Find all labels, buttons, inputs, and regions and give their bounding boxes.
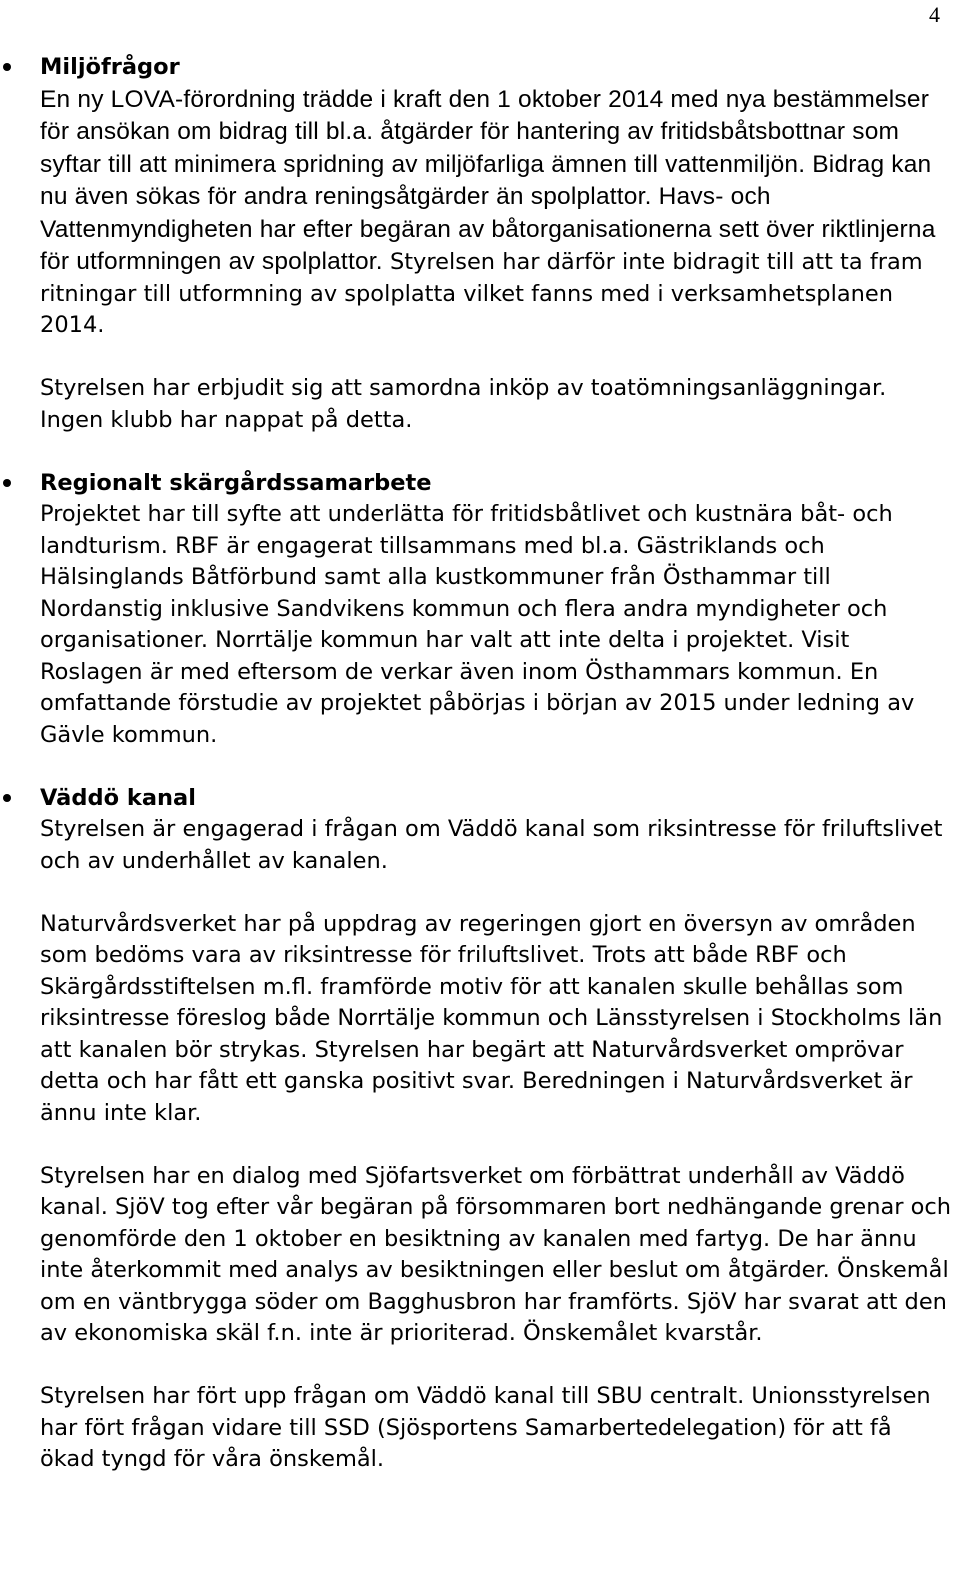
section-vaddo-kanal	[0, 783, 960, 1476]
section-heading: Regionalt skärgårdssamarbete	[40, 469, 432, 496]
paragraph: Styrelsen har erbjudit sig att samordna inköp av toatömningsanläggningar. Ingen klubb har nappat på detta.	[40, 375, 887, 433]
paragraph: Styrelsen är engagerad i frågan om Väddö kanal som riksintresse för friluftslivet och av underhållet av kanalen.	[40, 816, 943, 874]
paragraph: Naturvårdsverket har på uppdrag av regeringen gjort en översyn av områden som bedöms vara av riksintresse för friluftslivet. Trots att både RBF och Skärgårdsstiftelsen m.fl. framförde motiv för att kanalen skulle behållas som riksintresse föreslog både Norrtälje kommun och Länsstyrelsen i Stockholms län att kanalen bör strykas. Styrelsen har begärt att Naturvårdsverket omprövar detta och har fått ett ganska positivt svar. Beredningen i Naturvårdsverket är ännu inte klar.	[40, 910, 943, 1126]
section-regionalt-skargardssamarbete	[0, 468, 960, 752]
paragraph	[40, 84, 952, 342]
bullet-icon	[3, 63, 11, 71]
paragraph-text: Styrelsen har därför inte bidragit till att ta fram ritningar till utformning av spolplatta vilket fanns med i verksamhetsplanen 2014.	[40, 249, 923, 338]
page-number: 4	[929, 2, 940, 27]
paragraph: Projektet har till syfte att underlätta för fritidsbåtlivet och kustnära båt- och landturism. RBF är engagerat tillsammans med bl.a. Gästriklands och Hälsinglands Båtförbund samt alla kustkommuner från Östhammar till Nordanstig inklusive Sandvikens kommun och flera andra myndigheter och organisationer. Norrtälje kommun har valt att inte delta i projektet. Visit Roslagen är med eftersom de verkar även inom Östhammars kommun. En omfattande förstudie av projektet påbörjas i början av 2015 under ledning av Gävle kommun.	[40, 501, 915, 748]
paragraph: Styrelsen har fört upp frågan om Väddö kanal till SBU centralt. Unionsstyrelsen har fört frågan vidare till SSD (Sjösportens Samarbertedelegation) för att få ökad tyngd för våra önskemål.	[40, 1383, 931, 1472]
bullet-icon	[3, 479, 11, 487]
section-heading: Miljöfrågor	[40, 54, 180, 80]
section-heading: Väddö kanal	[40, 784, 196, 811]
bullet-icon	[3, 794, 11, 802]
document-body	[0, 52, 960, 1476]
paragraph-text-sans: En ny LOVA-förordning trädde i kraft den 1 oktober 2014 med nya bestämmelser för ansökan om bidrag till bl.a. åtgärder för hantering av fritidsbåtsbottnar som syftar till att minimera spridning av miljöfarliga ämnen till vattenmiljön. Bidrag kan nu även sökas för andra reningsåtgärder än spolplattor. Havs- och Vattenmyndigheten har efter begäran av båtorganisationerna sett över riktlinjerna för utformningen av spolplattor.	[40, 85, 936, 275]
section-miljofragor	[0, 52, 960, 436]
paragraph: Styrelsen har en dialog med Sjöfartsverket om förbättrat underhåll av Väddö kanal. SjöV tog efter vår begäran på försommaren bort nedhängande grenar och genomförde den 1 oktober en besiktning av kanalen med fartyg. De har ännu inte återkommit med analys av besiktningen eller beslut om åtgärder. Önskemål om en väntbrygga söder om Bagghusbron har framförts. SjöV har svarat att den av ekonomiska skäl f.n. inte är prioriterad. Önskemålet kvarstår.	[40, 1162, 952, 1346]
